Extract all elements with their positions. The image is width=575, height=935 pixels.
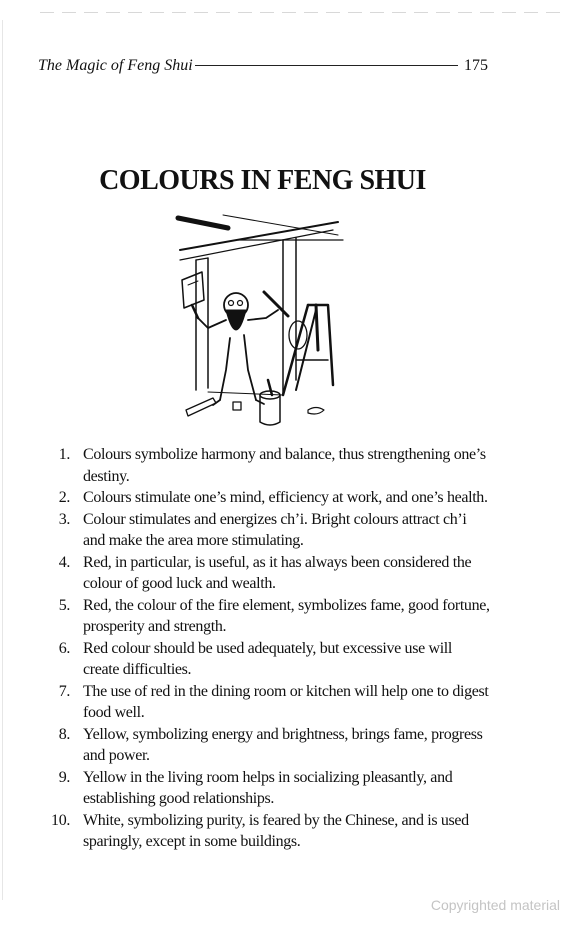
list-item bbox=[40, 487, 490, 509]
list-item bbox=[40, 810, 490, 853]
page-number: 175 bbox=[464, 57, 488, 74]
item-text: White, symbolizing purity, is feared by the Chinese, and is used sparingly, except in some buildings. bbox=[83, 811, 469, 850]
item-text: Colours symbolize harmony and balance, thus strengthening one’s destiny. bbox=[83, 446, 486, 485]
item-text: Colour stimulates and energizes ch’i. Bright colours attract ch’i and make the area more stimulating. bbox=[83, 510, 467, 549]
item-text: The use of red in the dining room or kitchen will help one to digest food well. bbox=[83, 682, 489, 721]
man-painting-wall-icon bbox=[168, 210, 348, 435]
list-item bbox=[40, 595, 490, 638]
page-edge bbox=[2, 20, 3, 900]
item-number: 8. bbox=[58, 725, 70, 743]
list-item bbox=[40, 767, 490, 810]
list-item bbox=[40, 681, 490, 724]
item-number: 6. bbox=[58, 639, 70, 657]
scan-edge-line bbox=[40, 12, 560, 13]
item-text: Red, in particular, is useful, as it has always been considered the colour of good luck and wealth. bbox=[83, 553, 472, 592]
item-number: 10. bbox=[51, 811, 70, 829]
item-number: 1. bbox=[58, 446, 70, 463]
item-text: Red, the colour of the fire element, symbolizes fame, good fortune, prosperity and strength. bbox=[83, 596, 490, 635]
list-item bbox=[40, 638, 490, 681]
list-item bbox=[40, 724, 490, 767]
list-item bbox=[40, 509, 490, 552]
running-head bbox=[38, 57, 488, 79]
item-number: 4. bbox=[58, 553, 70, 571]
copyright-watermark: Copyrighted material bbox=[430, 897, 560, 913]
item-number: 2. bbox=[58, 489, 70, 506]
item-text: Yellow, symbolizing energy and brightness, brings fame, progress and power. bbox=[83, 725, 483, 764]
book-title: The Magic of Feng Shui bbox=[38, 57, 193, 74]
list-item bbox=[40, 444, 490, 487]
item-number: 7. bbox=[58, 682, 70, 700]
list-item bbox=[40, 552, 490, 595]
item-text: Red colour should be used adequately, but excessive use will create difficulties. bbox=[83, 639, 452, 678]
item-number: 5. bbox=[58, 596, 70, 614]
item-number: 3. bbox=[58, 510, 70, 528]
item-text: Colours stimulate one’s mind, efficiency at work, and one’s health. bbox=[83, 489, 488, 506]
colour-list bbox=[40, 444, 490, 853]
item-number: 9. bbox=[58, 768, 70, 786]
item-text: Yellow in the living room helps in socializing pleasantly, and establishing good relationships. bbox=[83, 768, 453, 807]
chapter-title: COLOURS IN FENG SHUI bbox=[99, 165, 426, 196]
header-rule bbox=[195, 65, 458, 66]
